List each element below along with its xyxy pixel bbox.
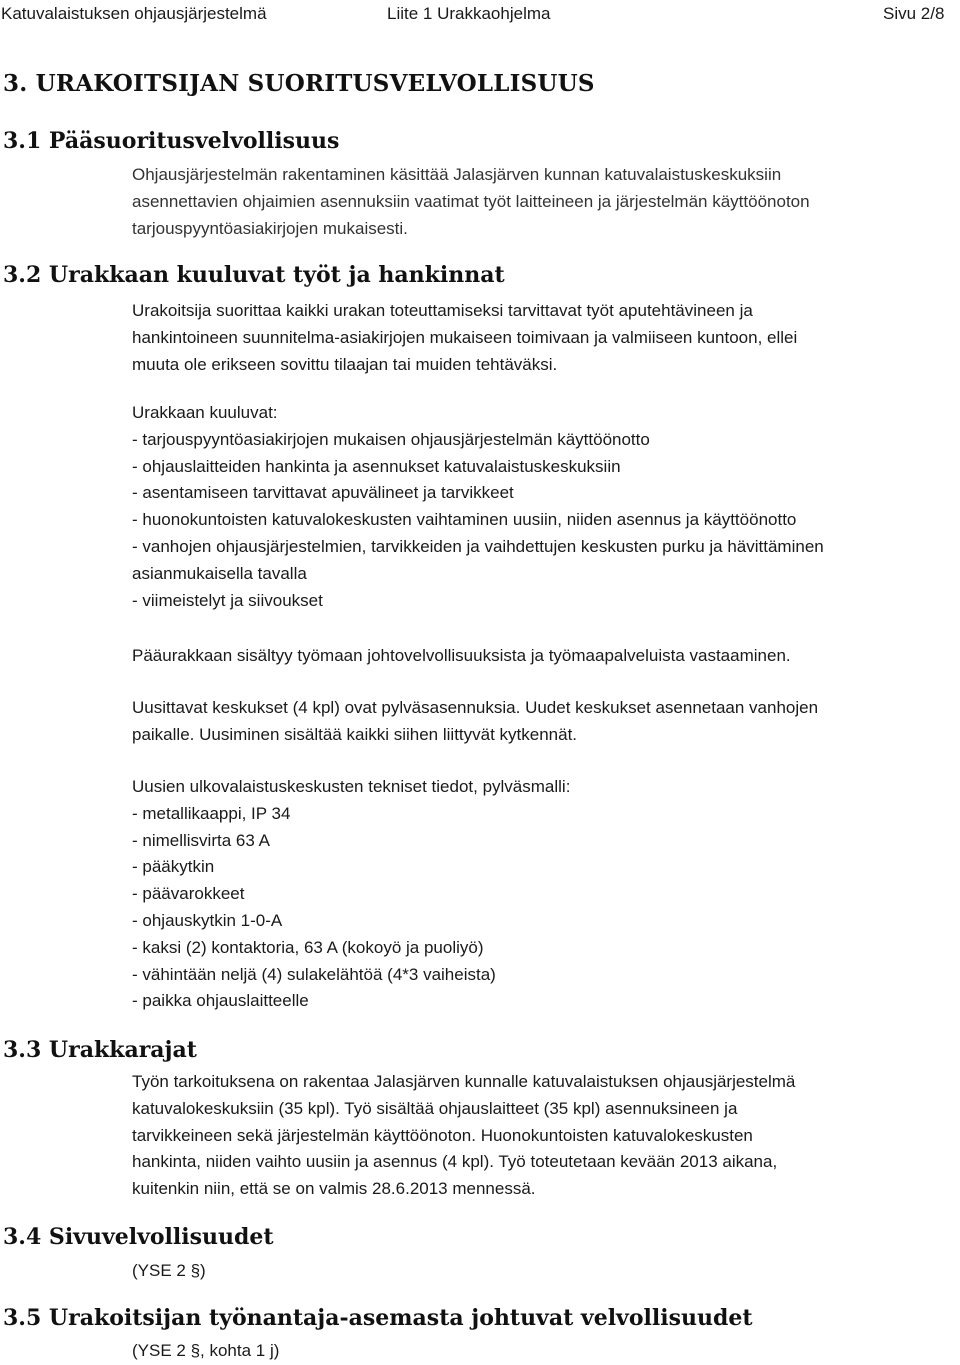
scope-list-item: asianmukaisella tavalla	[132, 563, 307, 583]
section-3-1-line: asennettavien ohjaimien asennuksiin vaatimat työt laitteineen ja järjestelmän käyttöönoton	[132, 191, 810, 211]
specs-heading: Uusien ulkovalaistuskeskusten tekniset tiedot, pylväsmalli:	[132, 777, 571, 796]
section-3-4-body	[132, 1258, 958, 1285]
section-3-heading: 3. URAKOITSIJAN SUORITUSVELVOLLISUUS	[3, 70, 595, 97]
section-3-3-body	[132, 1069, 958, 1203]
section-3-3-line: tarvikkeineen sekä järjestelmän käyttöönoton. Huonokuntoisten katuvalokeskusten	[132, 1125, 753, 1145]
replacement-paragraph	[132, 695, 958, 749]
section-3-4-heading: 3.4 Sivuvelvollisuudet	[3, 1224, 274, 1250]
section-3-5-reference: (YSE 2 §, kohta 1 j)	[132, 1341, 280, 1360]
scope-list-heading: Urakkaan kuuluvat:	[132, 403, 278, 422]
spec-item: - kaksi (2) kontaktoria, 63 A (kokoyö ja puoliyö)	[132, 937, 484, 957]
header-document-title: Katuvalaistuksen ohjausjärjestelmä	[1, 4, 267, 23]
section-3-3-line: kuitenkin niin, että se on valmis 28.6.2013 mennessä.	[132, 1179, 536, 1199]
spec-item: - päävarokkeet	[132, 884, 245, 904]
section-3-1-line: Ohjausjärjestelmän rakentaminen käsittää Jalasjärven kunnan katuvalaistuskeskuksiin	[132, 165, 782, 184]
spec-item: - ohjauskytkin 1-0-A	[132, 910, 283, 930]
spec-item: - paikka ohjauslaitteelle	[132, 991, 309, 1011]
scope-list-item: - asentamiseen tarvittavat apuvälineet ja tarvikkeet	[132, 483, 514, 503]
section-3-3-heading: 3.3 Urakkarajat	[3, 1037, 197, 1063]
section-3-3-line: Työn tarkoituksena on rakentaa Jalasjärven kunnalle katuvalaistuksen ohjausjärjestelmä	[132, 1072, 796, 1091]
section-3-5-heading: 3.5 Urakoitsijan työnantaja-asemasta johtuvat velvollisuudet	[3, 1305, 753, 1331]
spec-item: - vähintään neljä (4) sulakelähtöä (4*3 vaiheista)	[132, 964, 496, 984]
section-3-2-intro	[132, 298, 958, 378]
replacement-line: paikalle. Uusiminen sisältää kaikki siihen liittyvät kytkennät.	[132, 724, 578, 744]
scope-list-item: - huonokuntoisten katuvalokeskusten vaihtaminen uusiin, niiden asennus ja käyttöönotto	[132, 510, 797, 530]
section-3-1-line: tarjouspyyntöasiakirjojen mukaisesti.	[132, 218, 408, 238]
spec-item: - pääkytkin	[132, 857, 215, 877]
section-3-2-heading: 3.2 Urakkaan kuuluvat työt ja hankinnat	[3, 262, 505, 288]
scope-list-item: - viimeistelyt ja siivoukset	[132, 590, 323, 610]
scope-list-item: - ohjauslaitteiden hankinta ja asennukset katuvalaistuskeskuksiin	[132, 456, 621, 476]
section-3-1-heading: 3.1 Pääsuoritusvelvollisuus	[3, 128, 340, 154]
main-contract-text: Pääurakkaan sisältyy työmaan johtovelvollisuuksista ja työmaapalveluista vastaaminen.	[132, 646, 791, 665]
section-3-4-reference: (YSE 2 §)	[132, 1261, 206, 1280]
spec-item: - metallikaappi, IP 34	[132, 803, 291, 823]
specs-list	[132, 774, 958, 1015]
scope-list-item: - vanhojen ohjausjärjestelmien, tarvikkeiden ja vaihdettujen keskusten purku ja hävittäminen	[132, 536, 824, 556]
section-3-1-body	[132, 162, 958, 242]
section-3-3-line: hankinta, niiden vaihto uusiin ja asennus (4 kpl). Työ toteutetaan kevään 2013 aikana,	[132, 1152, 778, 1172]
page-header	[0, 4, 960, 26]
header-appendix-title: Liite 1 Urakkaohjelma	[387, 4, 551, 23]
section-3-2-intro-line: Urakoitsija suorittaa kaikki urakan toteuttamiseksi tarvittavat työt aputehtävineen ja	[132, 301, 753, 320]
spec-item: - nimellisvirta 63 A	[132, 830, 270, 850]
section-3-3-line: katuvalokeskuksiin (35 kpl). Työ sisältää ohjauslaitteet (35 kpl) asennuksineen ja	[132, 1098, 738, 1118]
section-3-5-body	[132, 1338, 958, 1365]
section-3-2-intro-line: muuta ole erikseen sovittu tilaajan tai muiden tehtäväksi.	[132, 354, 558, 374]
scope-list	[132, 400, 958, 614]
scope-list-item: - tarjouspyyntöasiakirjojen mukaisen ohjausjärjestelmän käyttöönotto	[132, 429, 650, 449]
section-3-2-intro-line: hankintoineen suunnitelma-asiakirjojen mukaiseen toimivaan ja valmiiseen kuntoon, ellei	[132, 327, 798, 347]
header-page-number: Sivu 2/8	[883, 4, 945, 23]
replacement-line: Uusittavat keskukset (4 kpl) ovat pylväsasennuksia. Uudet keskukset asennetaan vanhojen	[132, 698, 819, 717]
main-contract-paragraph	[132, 643, 958, 670]
